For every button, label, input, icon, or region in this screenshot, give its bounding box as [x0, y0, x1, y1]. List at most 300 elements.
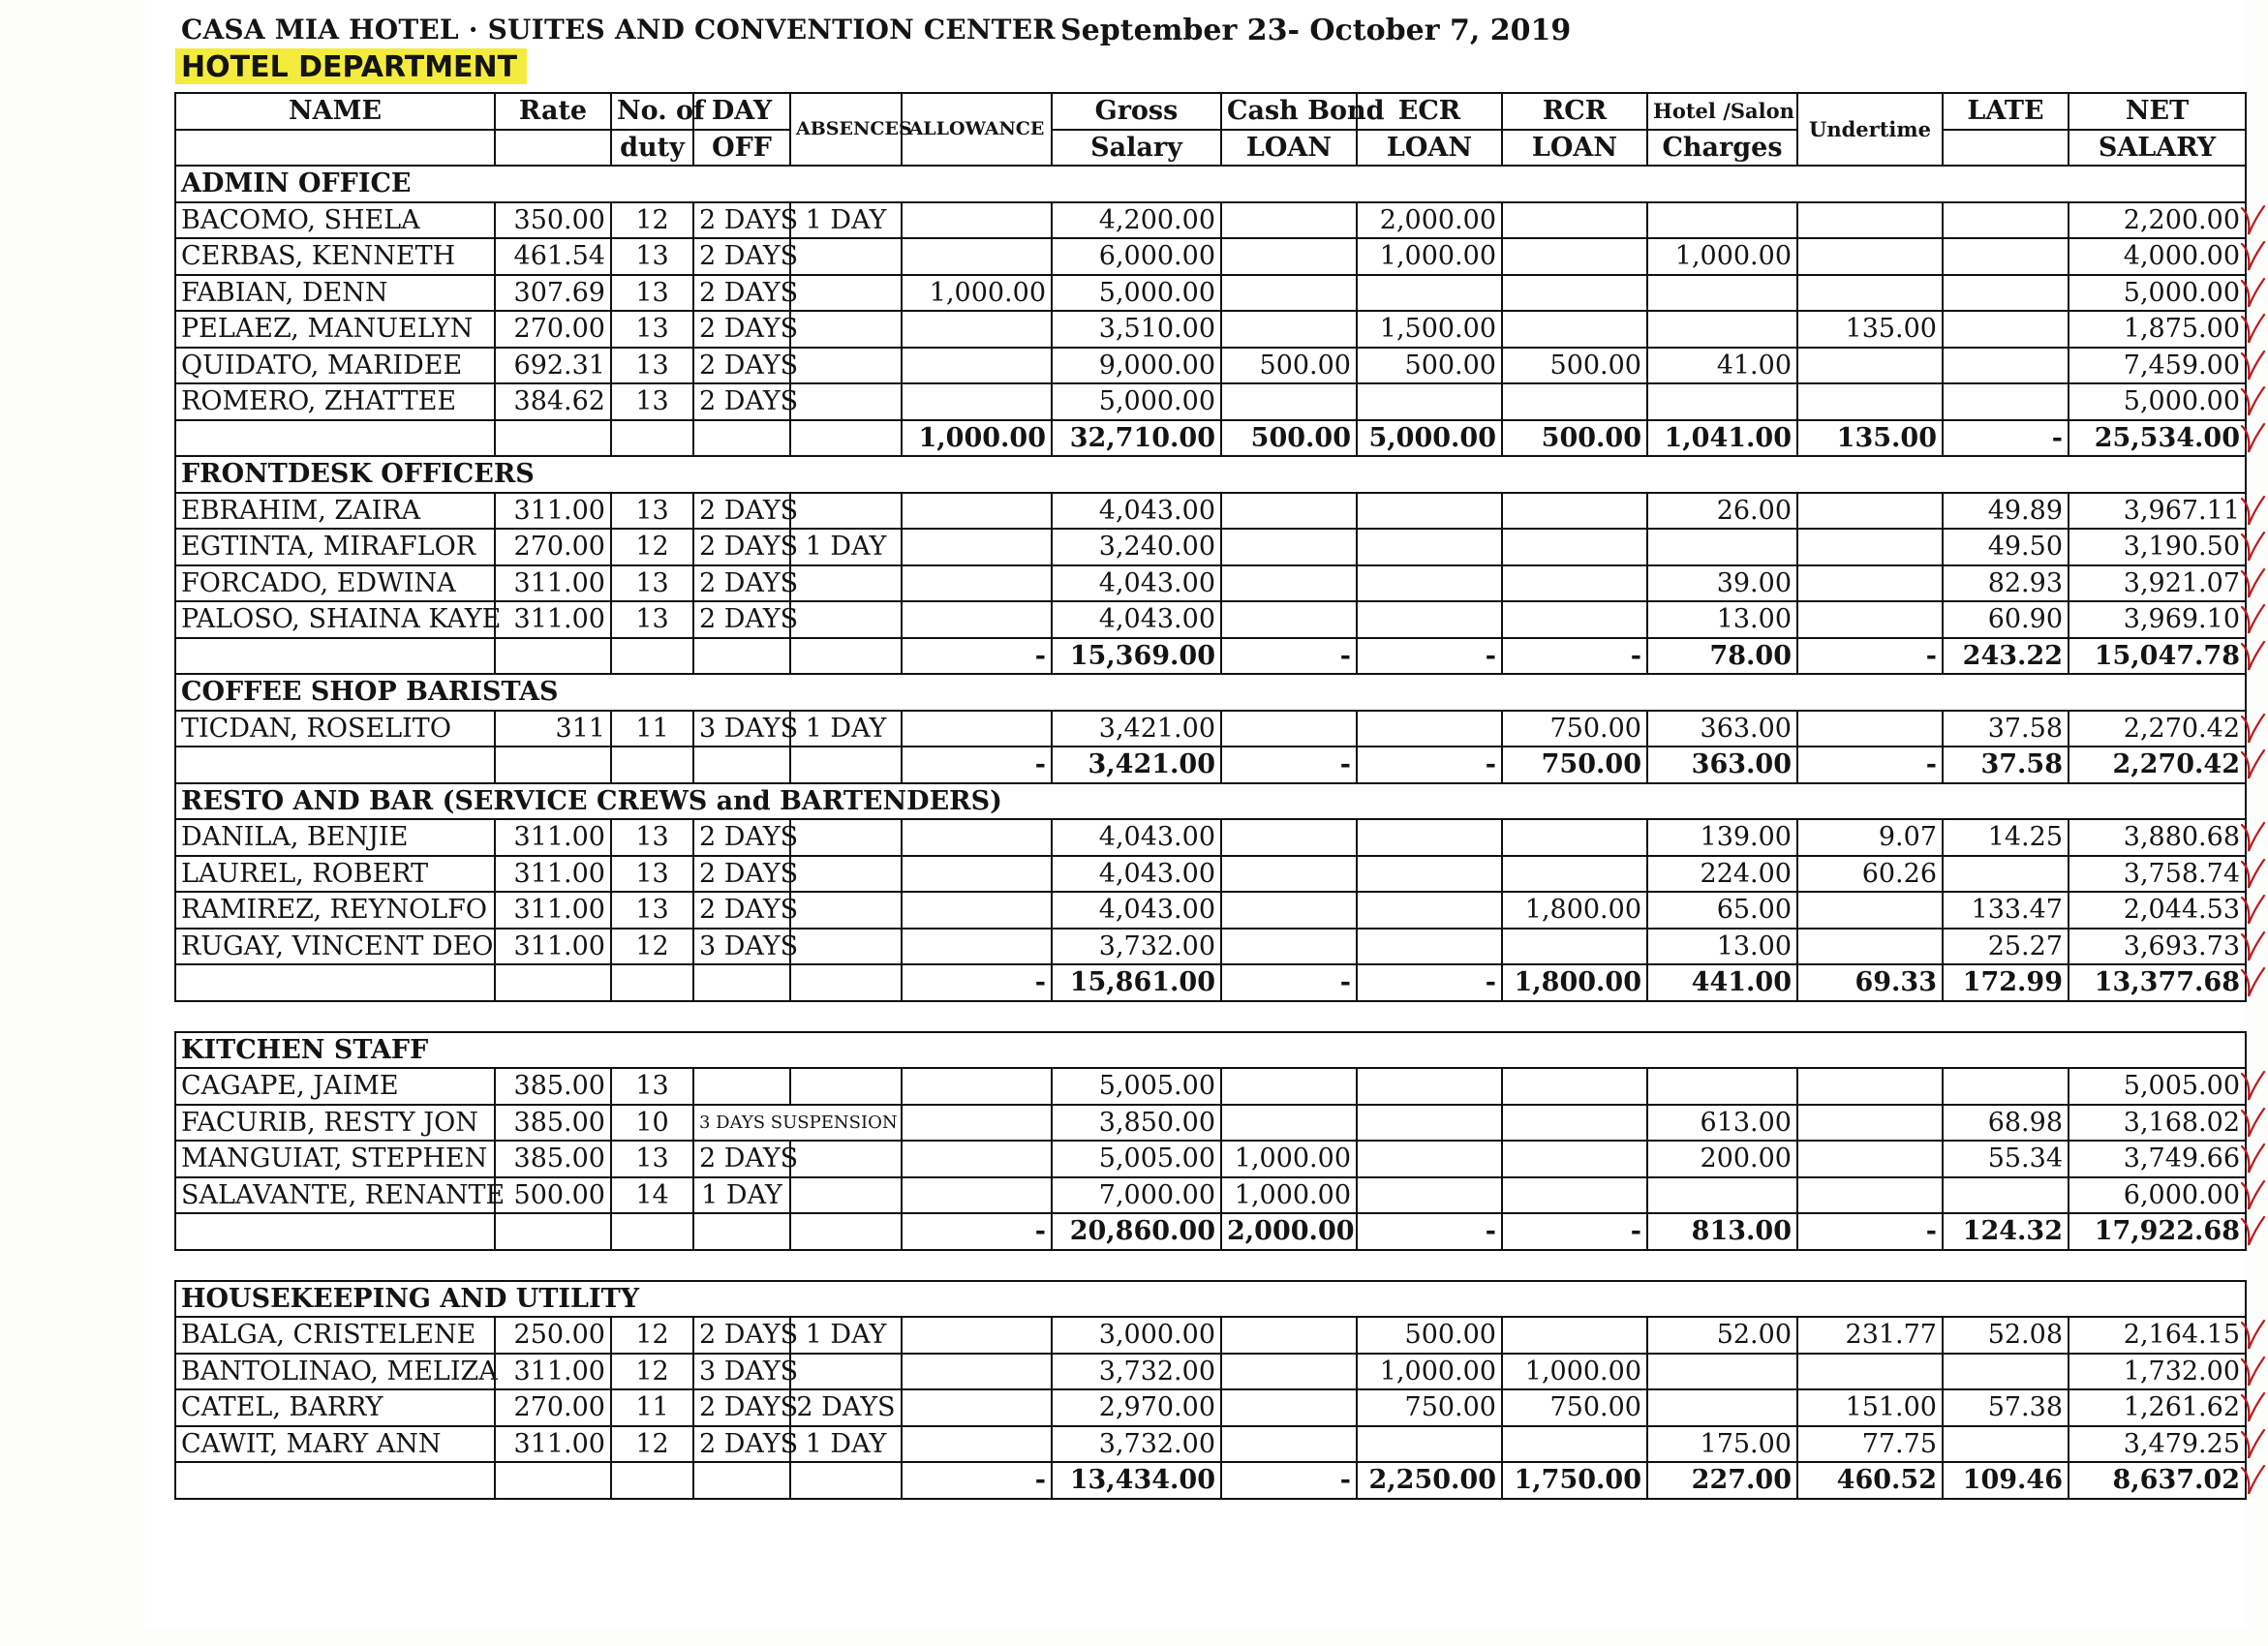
total-value [611, 1213, 693, 1250]
red-check-mark-icon [2239, 565, 2268, 600]
employee-name: FORCADO, EDWINA [175, 565, 495, 602]
total-value: 500.00 [1502, 420, 1647, 457]
cell-value [1221, 275, 1357, 312]
employee-name: ROMERO, ZHATTEE [175, 383, 495, 420]
cell-value: 5,000.00 [2069, 275, 2246, 312]
cell-value [1502, 493, 1647, 530]
total-value [790, 747, 902, 783]
total-value [175, 638, 495, 675]
cell-value: 1 DAY [693, 1177, 790, 1214]
total-value [495, 1213, 611, 1250]
gap-cell [175, 1001, 2246, 1032]
cell-value: 2 DAYS [693, 493, 790, 530]
cell-value [1943, 238, 2069, 275]
total-value [790, 638, 902, 675]
cell-value [902, 565, 1052, 602]
cell-value: 231.77 [1797, 1317, 1943, 1354]
cell-value: 3 DAYS SUSPENSION [693, 1105, 902, 1142]
cell-value: 3,969.10 [2069, 601, 2246, 638]
cell-value [1647, 529, 1797, 565]
section-total-row [175, 964, 2246, 1001]
cell-value [1502, 529, 1647, 565]
cell-value: 3,850.00 [1052, 1105, 1221, 1142]
total-value: 2,250.00 [1357, 1462, 1502, 1499]
section-title: COFFEE SHOP BARISTAS [175, 674, 2246, 711]
red-check-mark-icon [2239, 1105, 2268, 1140]
cell-value: 311.00 [495, 929, 611, 965]
employee-row [175, 348, 2246, 384]
total-value [611, 420, 693, 457]
cell-value [1797, 1141, 1943, 1177]
red-check-mark-icon [2239, 892, 2268, 927]
red-check-mark-icon [2239, 1426, 2268, 1461]
total-value [495, 747, 611, 783]
cell-value: 3,732.00 [1052, 929, 1221, 965]
cell-value: 2,164.15 [2069, 1317, 2246, 1354]
cell-value: 200.00 [1647, 1141, 1797, 1177]
cell-value [1797, 929, 1943, 965]
cell-value: 11 [611, 1389, 693, 1426]
cell-value [1502, 1141, 1647, 1177]
employee-name: TICDAN, ROSELITO [175, 711, 495, 747]
cell-value [1221, 1389, 1357, 1426]
cell-value [1357, 856, 1502, 893]
section-total-row [175, 1213, 2246, 1250]
cell-value: 4,000.00 [2069, 238, 2246, 275]
cell-value [1797, 1177, 1943, 1214]
column-header: Rate [495, 93, 611, 130]
employee-name: EGTINTA, MIRAFLOR [175, 529, 495, 565]
cell-value: 2 DAYS [693, 1389, 790, 1426]
total-value: 15,861.00 [1052, 964, 1221, 1001]
cell-value [790, 275, 902, 312]
section-header-row [175, 783, 2246, 820]
cell-value: 2 DAYS [693, 1426, 790, 1463]
total-value [693, 1213, 790, 1250]
cell-value: 2 DAYS [693, 819, 790, 856]
cell-value [1221, 529, 1357, 565]
cell-value [1797, 1105, 1943, 1142]
cell-value [902, 1354, 1052, 1390]
cell-value: 52.00 [1647, 1317, 1797, 1354]
cell-value [1221, 1068, 1357, 1105]
total-value [175, 1462, 495, 1499]
cell-value [1647, 275, 1797, 312]
section-total-row [175, 638, 2246, 675]
total-value: 2,270.42 [2069, 747, 2246, 783]
employee-row [175, 711, 2246, 747]
cell-value: 5,005.00 [1052, 1141, 1221, 1177]
cell-value: 384.62 [495, 383, 611, 420]
cell-value: 1 DAY [790, 529, 902, 565]
cell-value: 500.00 [1221, 348, 1357, 384]
total-value: - [1943, 420, 2069, 457]
employee-name: SALAVANTE, RENANTE [175, 1177, 495, 1214]
header-row-top [175, 93, 2246, 130]
total-value: 243.22 [1943, 638, 2069, 675]
cell-value [902, 1068, 1052, 1105]
red-check-mark-icon [2239, 1213, 2268, 1248]
column-header: NAME [175, 93, 495, 130]
cell-value [1502, 601, 1647, 638]
employee-name: BALGA, CRISTELENE [175, 1317, 495, 1354]
total-value: 8,637.02 [2069, 1462, 2246, 1499]
cell-value: 12 [611, 1426, 693, 1463]
total-value [495, 420, 611, 457]
cell-value: 3,510.00 [1052, 311, 1221, 348]
total-value [175, 420, 495, 457]
cell-value: 13.00 [1647, 929, 1797, 965]
cell-value: 250.00 [495, 1317, 611, 1354]
cell-value: 12 [611, 929, 693, 965]
cell-value: 1,000.00 [1221, 1141, 1357, 1177]
cell-value [1502, 1105, 1647, 1142]
red-check-mark-icon [2239, 311, 2268, 346]
cell-value: 1 DAY [790, 202, 902, 239]
cell-value [902, 311, 1052, 348]
cell-value: 2 DAYS [693, 238, 790, 275]
cell-value [902, 383, 1052, 420]
cell-value: 12 [611, 1354, 693, 1390]
cell-value [1357, 819, 1502, 856]
cell-value: 13 [611, 493, 693, 530]
section-gap [175, 1001, 2246, 1032]
section-header-row [175, 1032, 2246, 1069]
cell-value [1797, 275, 1943, 312]
employee-row [175, 1354, 2246, 1390]
employee-row [175, 383, 2246, 420]
cell-value [1221, 1426, 1357, 1463]
total-value [693, 420, 790, 457]
section-total-row [175, 747, 2246, 783]
section-gap [175, 1250, 2246, 1281]
cell-value: 3,168.02 [2069, 1105, 2246, 1142]
cell-value: 3 DAYS [693, 711, 790, 747]
cell-value: 49.50 [1943, 529, 2069, 565]
cell-value: 2 DAYS [693, 565, 790, 602]
cell-value: 4,043.00 [1052, 819, 1221, 856]
cell-value [790, 601, 902, 638]
cell-value [902, 1141, 1052, 1177]
cell-value: 133.47 [1943, 892, 2069, 929]
cell-value [902, 856, 1052, 893]
cell-value [1943, 348, 2069, 384]
cell-value: 5,000.00 [1052, 383, 1221, 420]
total-value [790, 1462, 902, 1499]
cell-value [790, 856, 902, 893]
red-check-mark-icon [2239, 202, 2268, 237]
cell-value [1943, 383, 2069, 420]
total-value [611, 964, 693, 1001]
cell-value: 270.00 [495, 529, 611, 565]
employee-row [175, 1141, 2246, 1177]
cell-value [902, 1105, 1052, 1142]
cell-value: 13 [611, 275, 693, 312]
total-value: - [1221, 638, 1357, 675]
employee-row [175, 601, 2246, 638]
total-value [693, 638, 790, 675]
total-value: 363.00 [1647, 747, 1797, 783]
cell-value [902, 819, 1052, 856]
cell-value: 311.00 [495, 601, 611, 638]
cell-value [1502, 1426, 1647, 1463]
column-header: RCR [1502, 93, 1647, 130]
employee-row [175, 529, 2246, 565]
total-value [611, 638, 693, 675]
red-check-mark-icon [2239, 711, 2268, 746]
section-title: ADMIN OFFICE [175, 166, 2246, 202]
cell-value [1357, 275, 1502, 312]
cell-value: 1,000.00 [1357, 238, 1502, 275]
total-value: - [1797, 1213, 1943, 1250]
cell-value: 1,875.00 [2069, 311, 2246, 348]
total-value: 1,800.00 [1502, 964, 1647, 1001]
employee-name: CAWIT, MARY ANN [175, 1426, 495, 1463]
cell-value [1797, 202, 1943, 239]
column-header: ALLOWANCE [902, 93, 1052, 166]
total-value: 2,000.00 [1221, 1213, 1357, 1250]
total-value: - [1221, 747, 1357, 783]
red-check-mark-icon [2239, 601, 2268, 636]
department-label: HOTEL DEPARTMENT [175, 48, 527, 84]
total-value [693, 964, 790, 1001]
column-header-sub: duty [611, 130, 693, 167]
employee-row [175, 1177, 2246, 1214]
cell-value [902, 1317, 1052, 1354]
total-value: - [1221, 964, 1357, 1001]
cell-value [902, 1426, 1052, 1463]
cell-value: 1 DAY [790, 1317, 902, 1354]
total-value [611, 1462, 693, 1499]
cell-value: 350.00 [495, 202, 611, 239]
red-check-mark-icon [2239, 1317, 2268, 1352]
cell-value: 3,732.00 [1052, 1354, 1221, 1390]
employee-name: CATEL, BARRY [175, 1389, 495, 1426]
cell-value [1502, 565, 1647, 602]
total-value [495, 1462, 611, 1499]
employee-name: EBRAHIM, ZAIRA [175, 493, 495, 530]
employee-row [175, 892, 2246, 929]
column-header: ECR [1357, 93, 1502, 130]
red-check-mark-icon [2239, 493, 2268, 528]
total-value: - [1357, 747, 1502, 783]
red-check-mark-icon [2239, 238, 2268, 273]
cell-value: 68.98 [1943, 1105, 2069, 1142]
cell-value [1797, 1354, 1943, 1390]
cell-value: 3,967.11 [2069, 493, 2246, 530]
cell-value: 4,043.00 [1052, 493, 1221, 530]
cell-value [1357, 529, 1502, 565]
cell-value: 2 DAYS [693, 311, 790, 348]
cell-value [790, 565, 902, 602]
column-header: Hotel /Salon [1647, 93, 1797, 130]
cell-value: 13 [611, 819, 693, 856]
total-value: - [1221, 1462, 1357, 1499]
cell-value [1943, 1068, 2069, 1105]
cell-value [790, 348, 902, 384]
employee-name: QUIDATO, MARIDEE [175, 348, 495, 384]
red-check-mark-icon [2239, 348, 2268, 382]
cell-value [1221, 711, 1357, 747]
cell-value: 5,005.00 [1052, 1068, 1221, 1105]
cell-value [1502, 202, 1647, 239]
cell-value: 49.89 [1943, 493, 2069, 530]
total-value: 1,041.00 [1647, 420, 1797, 457]
cell-value: 3,240.00 [1052, 529, 1221, 565]
red-check-mark-icon [2239, 1462, 2268, 1497]
cell-value: 363.00 [1647, 711, 1797, 747]
total-value: 32,710.00 [1052, 420, 1221, 457]
red-check-mark-icon [2239, 383, 2268, 418]
column-header-sub: LOAN [1502, 130, 1647, 167]
cell-value: 3,421.00 [1052, 711, 1221, 747]
total-value: 750.00 [1502, 747, 1647, 783]
column-header-sub: LOAN [1221, 130, 1357, 167]
cell-value: 41.00 [1647, 348, 1797, 384]
cell-value: 3,921.07 [2069, 565, 2246, 602]
cell-value: 2,270.42 [2069, 711, 2246, 747]
total-value: 17,922.68 [2069, 1213, 2246, 1250]
cell-value [1797, 601, 1943, 638]
cell-value [1221, 892, 1357, 929]
cell-value [1221, 493, 1357, 530]
cell-value [1943, 856, 2069, 893]
total-value: 5,000.00 [1357, 420, 1502, 457]
cell-value [902, 892, 1052, 929]
cell-value: 1,000.00 [1502, 1354, 1647, 1390]
total-value: 500.00 [1221, 420, 1357, 457]
gap-cell [175, 1250, 2246, 1281]
total-value: 460.52 [1797, 1462, 1943, 1499]
cell-value: 307.69 [495, 275, 611, 312]
column-header: NET [2069, 93, 2246, 130]
cell-value: 3,880.68 [2069, 819, 2246, 856]
cell-value [1502, 819, 1647, 856]
cell-value [1221, 1105, 1357, 1142]
red-check-mark-icon [2239, 1177, 2268, 1212]
cell-value: 13 [611, 856, 693, 893]
total-value: - [1357, 638, 1502, 675]
employee-row [175, 929, 2246, 965]
cell-value: 3,749.66 [2069, 1141, 2246, 1177]
cell-value: 1,500.00 [1357, 311, 1502, 348]
column-header: Gross [1052, 93, 1221, 130]
column-header: ABSENCES [790, 93, 902, 166]
column-header-sub: Salary [1052, 130, 1221, 167]
cell-value: 1,000.00 [902, 275, 1052, 312]
cell-value [1797, 348, 1943, 384]
cell-value: 13 [611, 348, 693, 384]
cell-value [1647, 311, 1797, 348]
cell-value: 224.00 [1647, 856, 1797, 893]
red-check-mark-icon [2239, 819, 2268, 854]
cell-value [1502, 929, 1647, 965]
total-value: 109.46 [1943, 1462, 2069, 1499]
cell-value [902, 711, 1052, 747]
cell-value: 385.00 [495, 1105, 611, 1142]
cell-value [902, 348, 1052, 384]
cell-value [790, 1068, 902, 1105]
red-check-mark-icon [2239, 420, 2268, 455]
cell-value: 3,479.25 [2069, 1426, 2246, 1463]
cell-value: 60.90 [1943, 601, 2069, 638]
cell-value [1357, 1426, 1502, 1463]
total-value: - [902, 747, 1052, 783]
red-check-mark-icon [2239, 1389, 2268, 1424]
cell-value [1221, 819, 1357, 856]
cell-value: 82.93 [1943, 565, 2069, 602]
section-header-row [175, 456, 2246, 493]
column-header: Undertime [1797, 93, 1943, 166]
cell-value: 151.00 [1797, 1389, 1943, 1426]
cell-value: 270.00 [495, 311, 611, 348]
total-value: 13,434.00 [1052, 1462, 1221, 1499]
total-value: 78.00 [1647, 638, 1797, 675]
cell-value: 2 DAYS [693, 892, 790, 929]
cell-value: 57.38 [1943, 1389, 2069, 1426]
red-check-mark-icon [2239, 1354, 2268, 1388]
cell-value: 2 DAYS [693, 529, 790, 565]
cell-value: 25.27 [1943, 929, 2069, 965]
cell-value: 613.00 [1647, 1105, 1797, 1142]
employee-name: PELAEZ, MANUELYN [175, 311, 495, 348]
cell-value [693, 1068, 790, 1105]
cell-value: 5,000.00 [2069, 383, 2246, 420]
total-value [175, 964, 495, 1001]
cell-value [1221, 929, 1357, 965]
total-value: - [1357, 964, 1502, 1001]
cell-value [902, 202, 1052, 239]
cell-value: 6,000.00 [2069, 1177, 2246, 1214]
red-check-mark-icon [2239, 529, 2268, 564]
section-header-row [175, 1281, 2246, 1318]
cell-value: 13 [611, 311, 693, 348]
total-value: - [1502, 1213, 1647, 1250]
cell-value [1221, 311, 1357, 348]
cell-value [1357, 1177, 1502, 1214]
payroll-table [174, 92, 2247, 1500]
cell-value [1221, 383, 1357, 420]
cell-value: 311.00 [495, 1426, 611, 1463]
cell-value: 2,200.00 [2069, 202, 2246, 239]
employee-name: RAMIREZ, REYNOLFO [175, 892, 495, 929]
cell-value: 175.00 [1647, 1426, 1797, 1463]
total-value: 20,860.00 [1052, 1213, 1221, 1250]
cell-value [790, 1354, 902, 1390]
cell-value [1502, 1317, 1647, 1354]
cell-value: 2 DAYS [790, 1389, 902, 1426]
cell-value: 135.00 [1797, 311, 1943, 348]
cell-value: 12 [611, 202, 693, 239]
cell-value: 2,044.53 [2069, 892, 2246, 929]
red-check-mark-icon [2239, 964, 2268, 999]
total-value [175, 1213, 495, 1250]
cell-value [1797, 529, 1943, 565]
cell-value [790, 929, 902, 965]
red-check-mark-icon [2239, 638, 2268, 673]
employee-row [175, 856, 2246, 893]
total-value: 25,534.00 [2069, 420, 2246, 457]
employee-row [175, 1105, 2246, 1142]
cell-value: 13 [611, 565, 693, 602]
total-value: 135.00 [1797, 420, 1943, 457]
cell-value [1647, 1389, 1797, 1426]
red-check-mark-icon [2239, 1141, 2268, 1175]
cell-value [790, 311, 902, 348]
column-header-sub [495, 130, 611, 167]
cell-value: 4,043.00 [1052, 892, 1221, 929]
section-total-row [175, 420, 2246, 457]
